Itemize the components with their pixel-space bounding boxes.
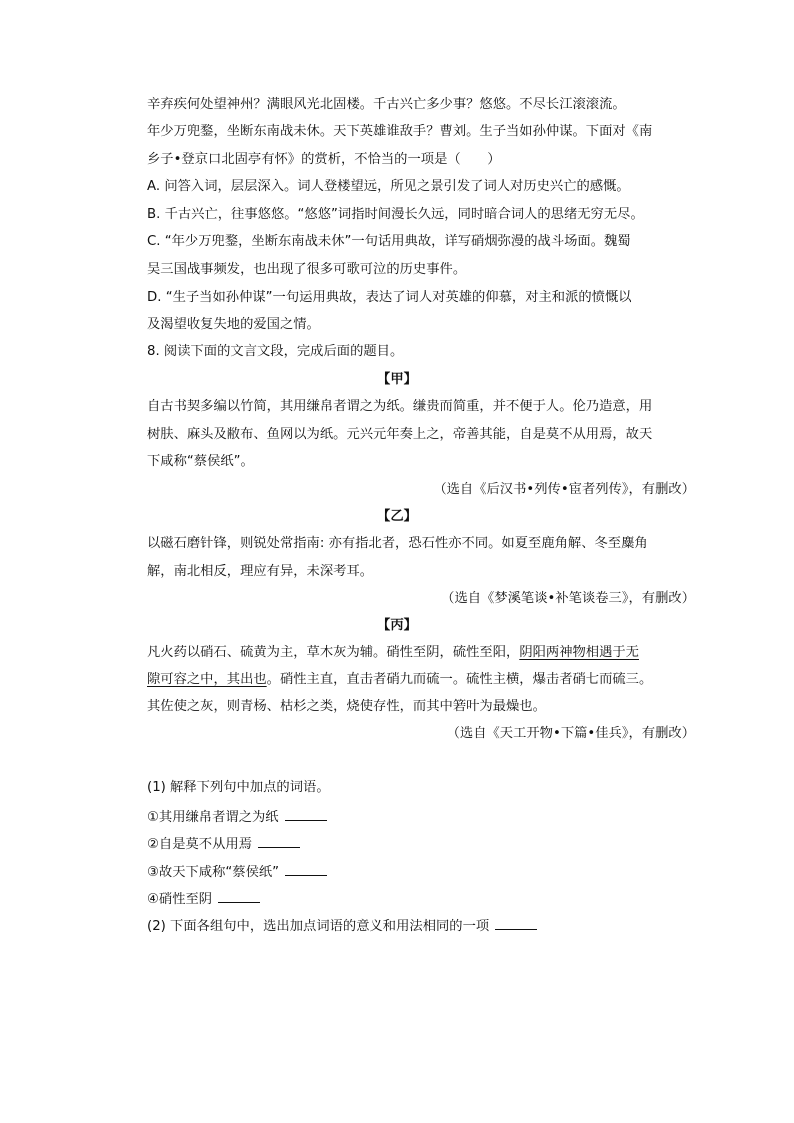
passage-bing-line-3: 其佐使之灰，则青杨、枯杉之类，烧使存性，而其中箬叶为最燥也。 xyxy=(147,699,546,714)
passage-bing-line-2-text: 。硝性主直，直击者硝九而硫一。硫性主横，爆击者硝七而硫三。 xyxy=(266,672,653,687)
option-b: B. 千古兴亡，往事悠悠。“悠悠”词指时间漫长久远，同时暗合词人的思绪无穷无尽。 xyxy=(147,207,644,222)
question-stem: 乡子•登京口北固亭有怀》的赏析，不恰当的一项是（ ） xyxy=(147,152,501,167)
sub-question-2 xyxy=(147,915,707,937)
question-8-title: 8. 阅读下面的文言文段，完成后面的题目。 xyxy=(147,344,404,359)
passage-yi-line-1: 以磁石磨针锋，则锐处常指南: 亦有指北者，恐石性亦不同。如夏至鹿角解、冬至麋角 xyxy=(147,536,648,551)
item-text: ②自是莫不从用焉 xyxy=(147,837,252,852)
item-text: (2) 下面各组句中，选出加点词语的意义和用法相同的一项 xyxy=(147,919,490,934)
passage-jia-line-1: 自古书契多编以竹简，其用缣帛者谓之为纸。缣贵而简重，并不便于人。伦乃造意，用 xyxy=(147,399,653,414)
passage-bing-source: （选自《天工开物•下篇•佳兵》，有删改） xyxy=(446,726,695,741)
option-d-line-2: 及渴望收复失地的爱国之情。 xyxy=(147,317,320,332)
item-text: ④硝性至阴 xyxy=(147,892,213,907)
sub-question-1-item-2 xyxy=(147,833,707,855)
passage-bing-line-1-text: 凡火药以硝石、硫黄为主，草木灰为辅。硝性至阴，硫性至阳， xyxy=(147,645,520,660)
option-a: A. 问答入词，层层深入。词人登楼望远，所见之景引发了词人对历史兴亡的感慨。 xyxy=(147,179,630,194)
item-text: ③故天下咸称“蔡侯纸” xyxy=(147,865,280,880)
answer-blank[interactable] xyxy=(285,806,327,821)
passage-jia-line-2: 树肤、麻头及敝布、鱼网以为纸。元兴元年奏上之，帝善其能，自是莫不从用焉，故天 xyxy=(147,427,653,442)
option-d-line-1: D. “生子当如孙仲谋”一句运用典故，表达了词人对英雄的仰慕，对主和派的愤慨以 xyxy=(147,290,632,305)
sub-question-1-item-3 xyxy=(147,861,707,883)
passage-yi-line-2: 解，南北相反，理应有异，未深考耳。 xyxy=(147,564,374,579)
passage-bing-heading: 【丙】 xyxy=(377,618,417,633)
passage-bing-line-1 xyxy=(147,643,707,663)
passage-bing-line-2 xyxy=(147,670,707,690)
answer-blank[interactable] xyxy=(495,915,537,930)
passage-yi-source: （选自《梦溪笔谈•补笔谈卷三》，有删改） xyxy=(441,591,695,606)
underlined-sentence-part-1: 阴阳两神物相遇于无 xyxy=(519,645,639,660)
option-c-line-1: C. “年少万兜鍪，坐断东南战未休”一句话用典故，详写硝烟弥漫的战斗场面。魏蜀 xyxy=(147,234,631,249)
underlined-sentence-part-2: 隙可容之中，其出也 xyxy=(147,672,267,687)
passage-jia-line-3: 下咸称“蔡侯纸”。 xyxy=(147,454,254,469)
answer-blank[interactable] xyxy=(285,861,327,876)
item-text: ①其用缣帛者谓之为纸 xyxy=(147,810,279,825)
option-c-line-2: 吴三国战事频发，也出现了很多可歌可泣的历史事件。 xyxy=(147,262,467,277)
poem-line-1: 辛弃疾何处望神州？满眼风光北固楼。千古兴亡多少事？悠悠。不尽长江滚滚流。 xyxy=(147,97,626,112)
answer-blank[interactable] xyxy=(258,833,300,848)
passage-yi-heading: 【乙】 xyxy=(377,509,417,524)
answer-blank[interactable] xyxy=(218,888,260,903)
sub-question-1-item-1 xyxy=(147,806,707,828)
sub-question-1: (1) 解释下列句中加点的词语。 xyxy=(147,780,330,795)
passage-jia-heading: 【甲】 xyxy=(377,372,417,387)
passage-jia-source: （选自《后汉书•列传•宦者列传》，有删改） xyxy=(433,482,695,497)
poem-line-2: 年少万兜鍪，坐断东南战未休。天下英雄谁敌手？曹刘。生子当如孙仲谋。下面对《南 xyxy=(147,124,653,139)
sub-question-1-item-4 xyxy=(147,888,707,910)
